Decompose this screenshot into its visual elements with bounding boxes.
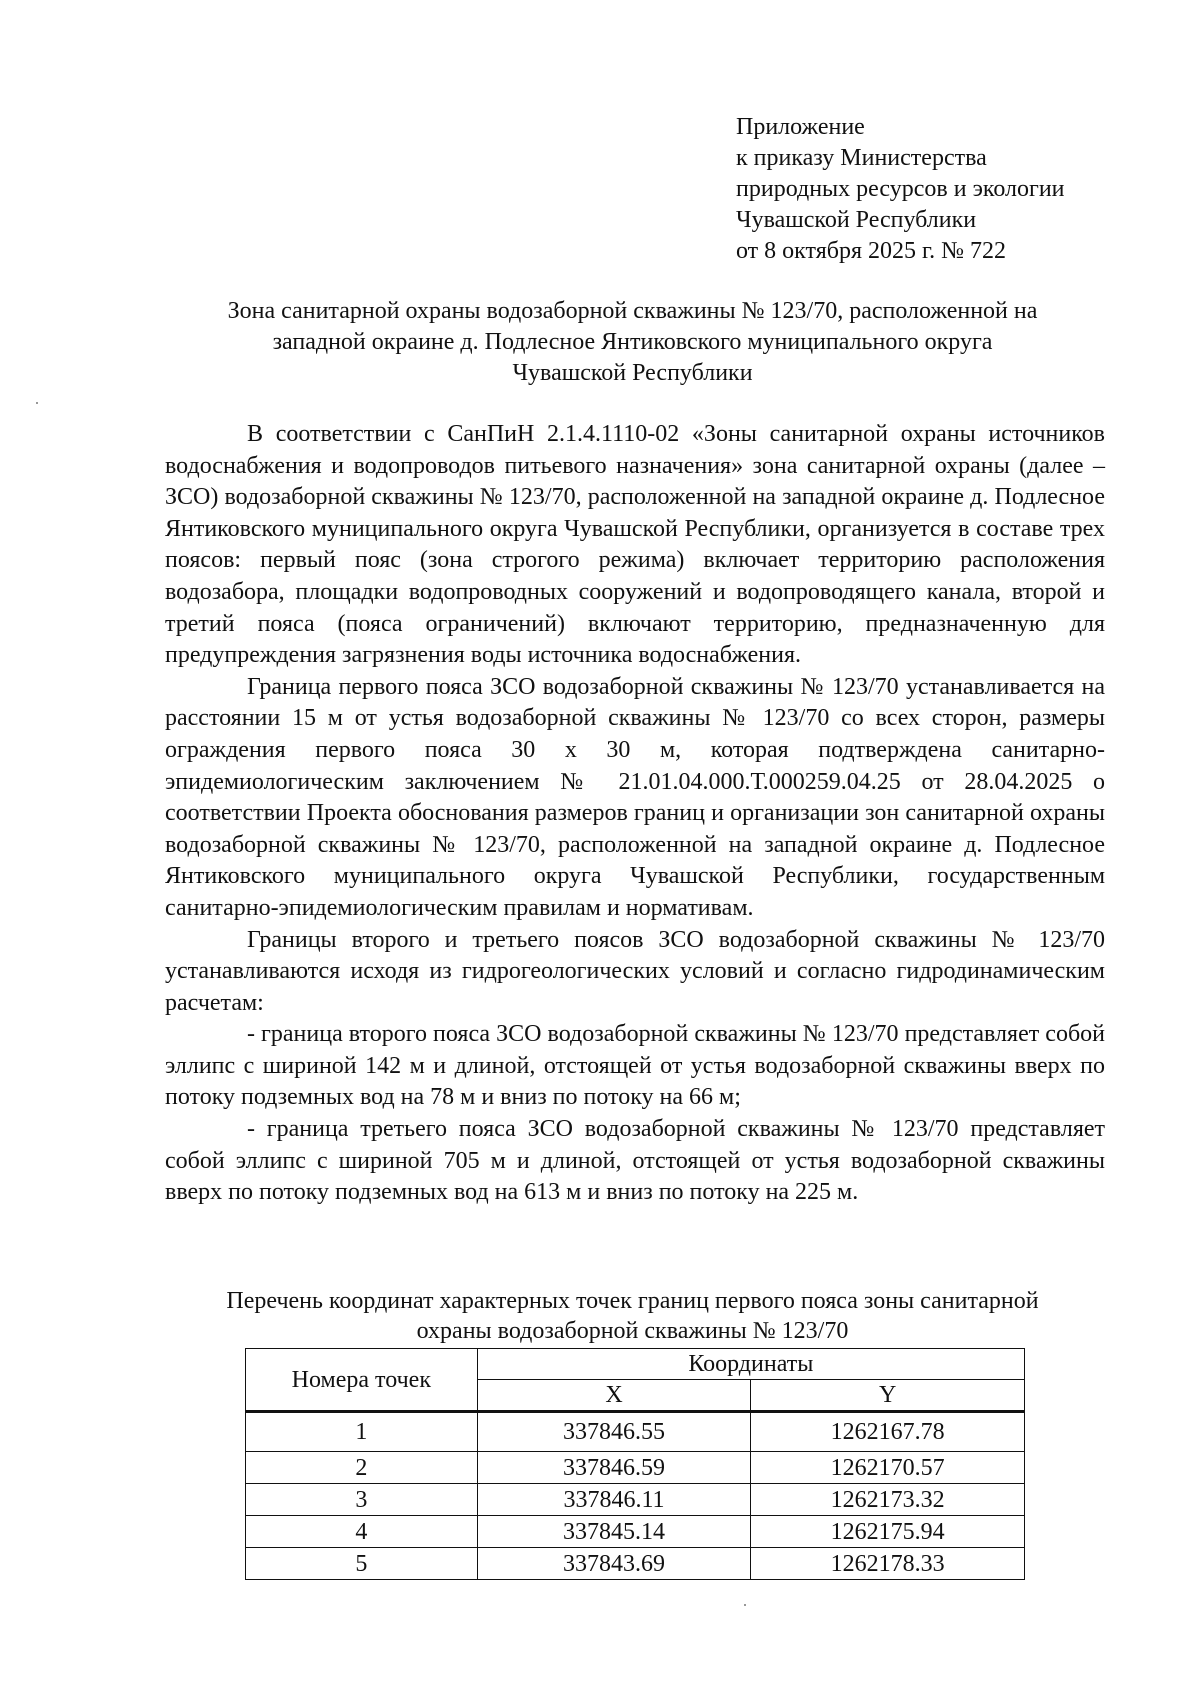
- table-row: [246, 1516, 1025, 1548]
- paragraph: - граница второго пояса ЗСО водозаборной скважины № 123/70 представляет собой эллипс с шириной 142 м и длиной, отстоящей от устья водозаборной скважины вверх по потоку подземных вод на 78 м и вниз по потоку на 66 м;: [165, 1021, 1105, 1111]
- y-cell: 1262167.78: [751, 1412, 1025, 1452]
- paragraph: Границы второго и третьего поясов ЗСО водозаборной скважины № 123/70 устанавливаются исходя из гидрогеологических условий и согласно гидродинамическим расчетам:: [165, 926, 1105, 1016]
- title-line: западной окраине д. Подлесное Янтиковского муниципального округа: [272, 329, 993, 355]
- x-cell: 337843.69: [477, 1548, 751, 1580]
- title-line: Зона санитарной охраны водозаборной скважины № 123/70, расположенной на: [227, 298, 1038, 324]
- table-caption: [160, 1286, 1105, 1346]
- paragraph: Граница первого пояса ЗСО водозаборной скважины № 123/70 устанавливается на расстоянии 15 м от устья водозаборной скважины № 123/70 со всех сторон, размеры ограждения первого пояса 30 х 30 м, которая подтверждена санитарно-эпидемиологическим заключением № 21.01.04.000.Т.000259.04.25 от 28.04.2025 о соответствии Проекта обоснования размеров границ и организации зон санитарной охраны водозаборной скважины № 123/70, расположенной на западной окраине д. Подлесное Янтиковского муниципального округа Чувашской Республики, государственным санитарно-эпидемиологическим правилам и нормативам.: [165, 673, 1105, 921]
- x-cell: 337846.59: [477, 1452, 751, 1484]
- appendix-line: Приложение: [736, 114, 865, 140]
- caption-line: Перечень координат характерных точек границ первого пояса зоны санитарной: [226, 1288, 1039, 1314]
- appendix-line: Чувашской Республики: [736, 207, 977, 233]
- scan-speck: [36, 402, 38, 404]
- y-cell: 1262175.94: [751, 1516, 1025, 1548]
- header-x: X: [477, 1380, 751, 1412]
- table-row: [246, 1548, 1025, 1580]
- x-cell: 337846.11: [477, 1484, 751, 1516]
- caption-line: охраны водозаборной скважины № 123/70: [416, 1318, 849, 1344]
- paragraph: - граница третьего пояса ЗСО водозаборной скважины № 123/70 представляет собой эллипс с шириной 705 м и длиной, отстоящей от устья водозаборной скважины вверх по потоку подземных вод на 613 м и вниз по потоку на 225 м.: [165, 1116, 1105, 1206]
- point-number-cell: 2: [246, 1452, 478, 1484]
- document-body: [165, 419, 1105, 1209]
- point-number-cell: 5: [246, 1548, 478, 1580]
- x-cell: 337845.14: [477, 1516, 751, 1548]
- y-cell: 1262173.32: [751, 1484, 1025, 1516]
- header-coordinates: Координаты: [477, 1349, 1024, 1380]
- coordinates-table: [245, 1348, 1025, 1580]
- appendix-header: [736, 112, 1065, 267]
- point-number-cell: 1: [246, 1412, 478, 1452]
- scan-speck: [744, 1604, 746, 1606]
- point-number-cell: 3: [246, 1484, 478, 1516]
- paragraph: В соответствии с СанПиН 2.1.4.1110-02 «Зоны санитарной охраны источников водоснабжения и водопроводов питьевого назначения» зона санитарной охраны (далее – ЗСО) водозаборной скважины № 123/70, расположенной на западной окраине д. Подлесное Янтиковского муниципального округа Чувашской Республики, организуется в составе трех поясов: первый пояс (зона строгого режима) включает территорию расположения водозабора, площадки водопроводных сооружений и водопроводящего канала, второй и третий пояса (пояса ограничений) включают территорию, предназначенную для предупреждения загрязнения воды источника водоснабжения.: [165, 421, 1105, 669]
- table-row: [246, 1484, 1025, 1516]
- x-cell: 337846.55: [477, 1412, 751, 1452]
- table-row: [246, 1412, 1025, 1452]
- table-row: [246, 1452, 1025, 1484]
- header-point-numbers: Номера точек: [246, 1349, 478, 1412]
- appendix-line: от 8 октября 2025 г. № 722: [736, 238, 1007, 264]
- y-cell: 1262178.33: [751, 1548, 1025, 1580]
- header-y: Y: [751, 1380, 1025, 1412]
- point-number-cell: 4: [246, 1516, 478, 1548]
- document-title: [160, 296, 1105, 389]
- appendix-line: к приказу Министерства: [736, 145, 987, 171]
- appendix-line: природных ресурсов и экологии: [736, 176, 1065, 202]
- title-line: Чувашской Республики: [512, 360, 753, 386]
- y-cell: 1262170.57: [751, 1452, 1025, 1484]
